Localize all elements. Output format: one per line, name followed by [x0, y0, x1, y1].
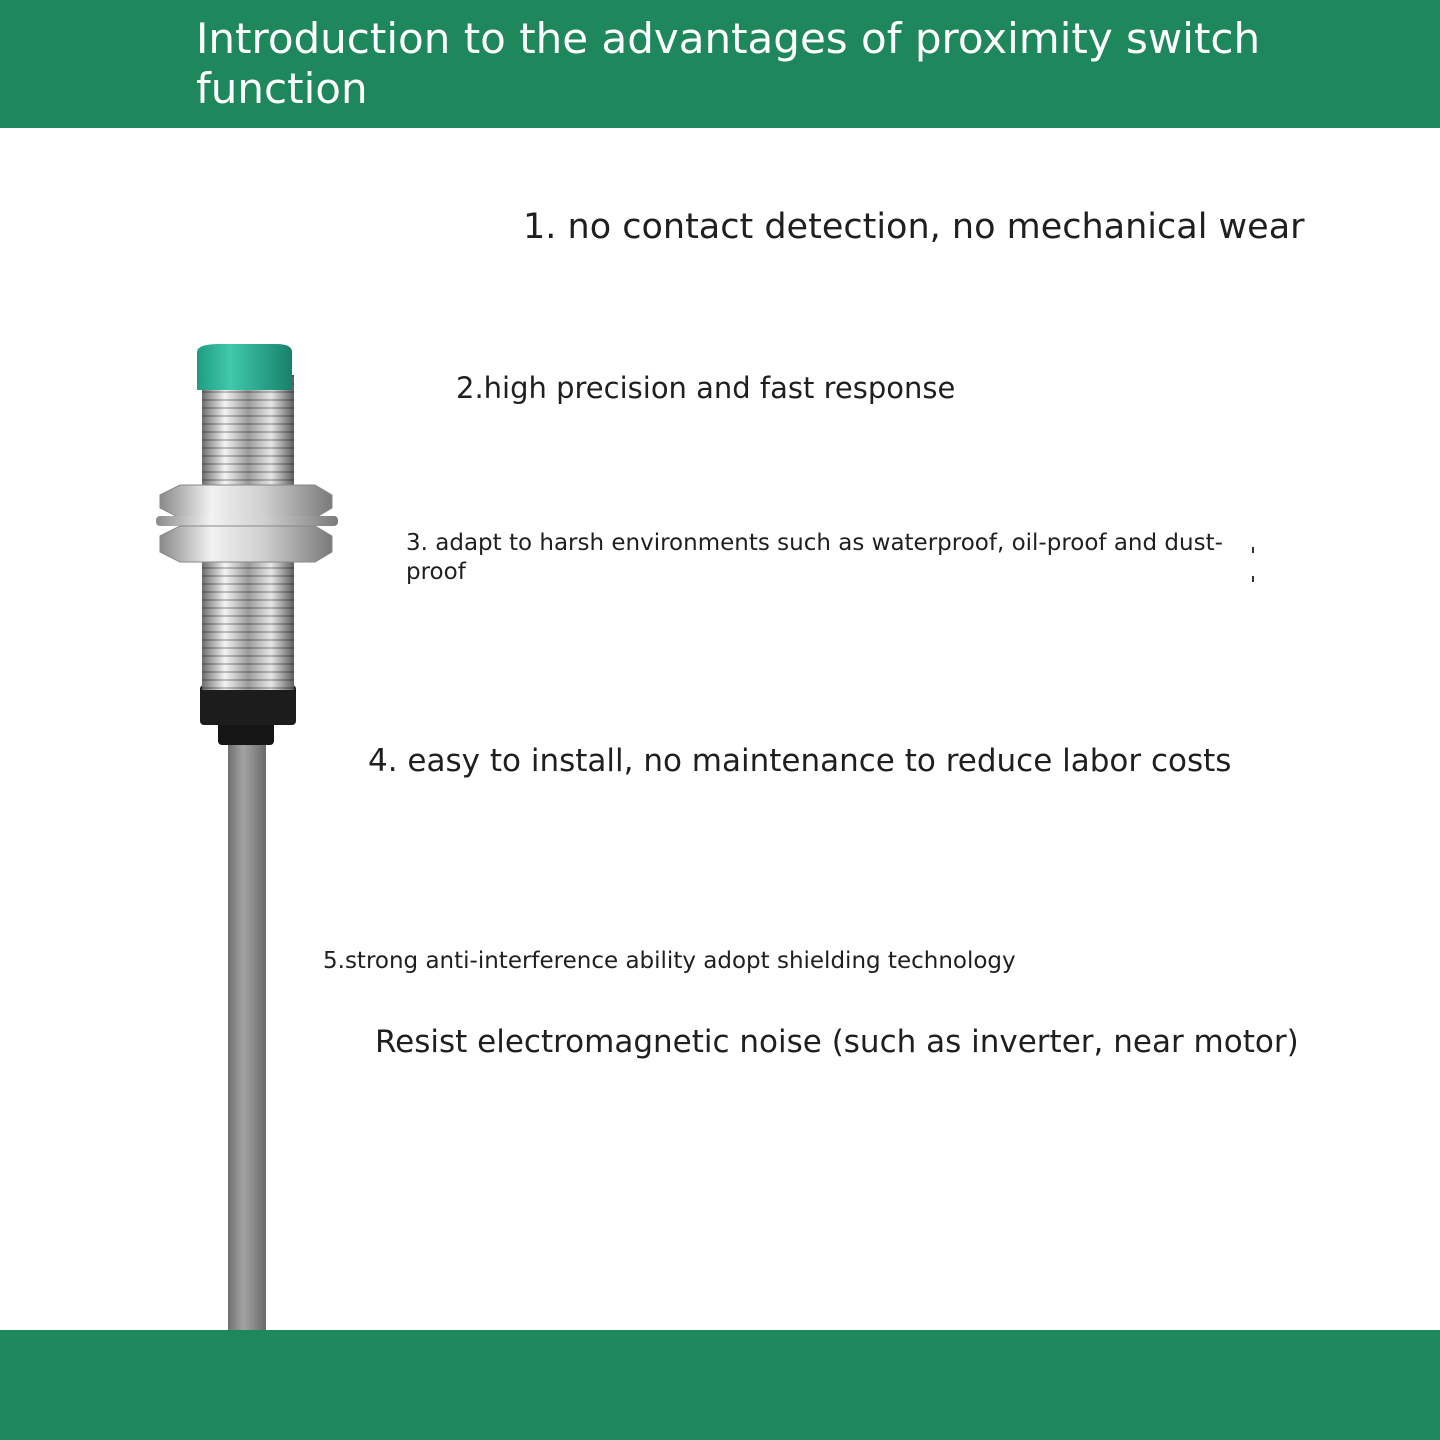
page-title: Introduction to the advantages of proximity switch function: [196, 14, 1261, 113]
feature-2: 2.high precision and fast response: [456, 371, 956, 405]
feature-6: Resist electromagnetic noise (such as inverter, near motor): [375, 1024, 1299, 1060]
stray-mark: [1252, 576, 1254, 582]
feature-3: 3. adapt to harsh environments such as waterproof, oil-proof and dust-proof: [406, 530, 1223, 585]
feature-4: 4. easy to install, no maintenance to reduce labor costs: [368, 743, 1232, 779]
header-band: [0, 0, 1440, 128]
feature-1: 1. no contact detection, no mechanical wear: [523, 207, 1305, 247]
footer-band: [0, 1330, 1440, 1440]
stray-mark: [1252, 547, 1254, 553]
feature-5: 5.strong anti-interference ability adopt shielding technology: [323, 948, 1016, 974]
proximity-sensor-icon: [150, 330, 350, 1335]
